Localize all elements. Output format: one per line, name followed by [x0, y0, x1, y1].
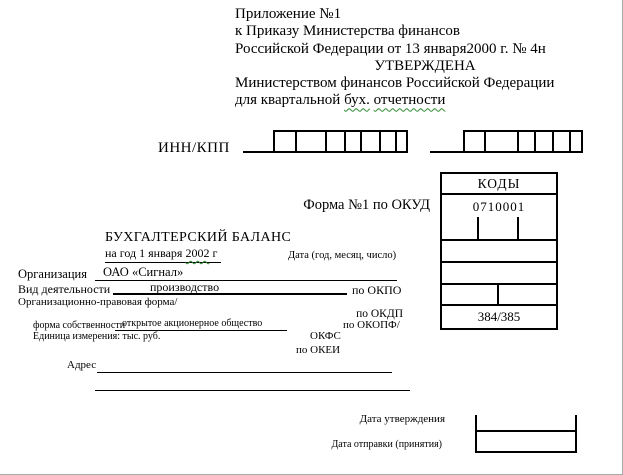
activity-label: Вид деятельности: [18, 282, 111, 296]
okopf-okfs-code-cell: [442, 285, 556, 306]
okdp-code-cell: [442, 263, 556, 285]
header-line-date: Российской Федерации от 13 января2000 г. № 4н: [235, 40, 546, 57]
report-period: на год 1 января 2002 г: [105, 246, 221, 263]
organization-label: Организация: [18, 267, 87, 281]
kpp-cell: [484, 132, 517, 151]
header-line-appendix: Приложение №1: [235, 6, 342, 22]
inn-cell: [295, 132, 325, 151]
address-line-2: [95, 378, 410, 391]
kpp-cell: [552, 132, 569, 151]
okpo-label: по ОКПО: [352, 283, 402, 297]
organization-value: ОАО «Сигнал»: [95, 265, 397, 281]
codes-box: [440, 172, 558, 330]
activity-value: производство: [113, 280, 347, 295]
okei-label: по ОКЕИ: [296, 344, 341, 356]
approval-date-label: Дата утверждения: [359, 413, 445, 425]
okud-code-value: 0710001: [472, 199, 526, 214]
inn-cell: [275, 132, 295, 151]
header-line-order: к Приказу Министерства финансов: [235, 23, 460, 40]
kpp-cell: [465, 132, 484, 151]
address-label: Адрес: [67, 359, 97, 371]
spellcheck-word: 2002: [185, 246, 210, 260]
okfs-label: ОКФС: [310, 330, 341, 342]
okpo-code-cell: [442, 241, 556, 263]
spellcheck-word: отчетности: [373, 92, 446, 109]
kpp-cell: [534, 132, 552, 151]
kpp-cells-strip: [430, 130, 583, 153]
date-cell-divider: [477, 217, 479, 239]
inn-cells-strip: [243, 130, 408, 153]
ownership-value: открытое акционерное общество: [115, 318, 287, 331]
inn-cell: [325, 132, 344, 151]
header-line-approved: УТВЕРЖДЕНА: [374, 57, 476, 74]
header-line-quarterly: для квартальной бух. отчетности: [235, 92, 446, 109]
okdp-label: по ОКДП: [356, 308, 403, 320]
form-header-block: [235, 6, 615, 110]
inn-cell: [379, 132, 395, 151]
inn-cell: [395, 132, 406, 151]
code-cell-divider: [497, 285, 499, 304]
legal-form-label: Организационно-правовая форма/: [18, 296, 178, 308]
kpp-cell: [517, 132, 534, 151]
kpp-cell-group: [463, 130, 583, 151]
okopf-label: по ОКОПФ/: [343, 319, 400, 331]
codes-box-header: КОДЫ: [442, 174, 556, 195]
footer-date-box: [475, 415, 577, 453]
header-line-ministry: Министерством финансов Российской Федерации: [235, 75, 555, 92]
date-cell-divider: [517, 217, 519, 239]
kpp-cell: [569, 132, 581, 151]
inn-cell-group: [273, 130, 408, 151]
inn-cell: [360, 132, 379, 151]
form-title: БУХГАЛТЕРСКИЙ БАЛАНС: [105, 230, 292, 245]
unit-of-measure-label: Единица измерения: тыс. руб.: [33, 331, 161, 342]
date-hint-label: Дата (год, месяц, число): [288, 250, 397, 261]
address-line-1: [97, 360, 392, 373]
sending-date-label: Дата отправки (принятия): [331, 439, 442, 450]
spellcheck-word: бух.: [344, 92, 370, 109]
inn-kpp-label: ИНН/КПП: [158, 140, 230, 156]
ownership-label: форма собственности: [33, 320, 126, 331]
inn-cell: [344, 132, 360, 151]
okei-code-value: 384/385: [477, 309, 521, 324]
form-okud-label: Форма №1 по ОКУД: [303, 197, 430, 213]
okud-code-row: [442, 195, 556, 241]
approval-date-cell: [477, 415, 575, 432]
